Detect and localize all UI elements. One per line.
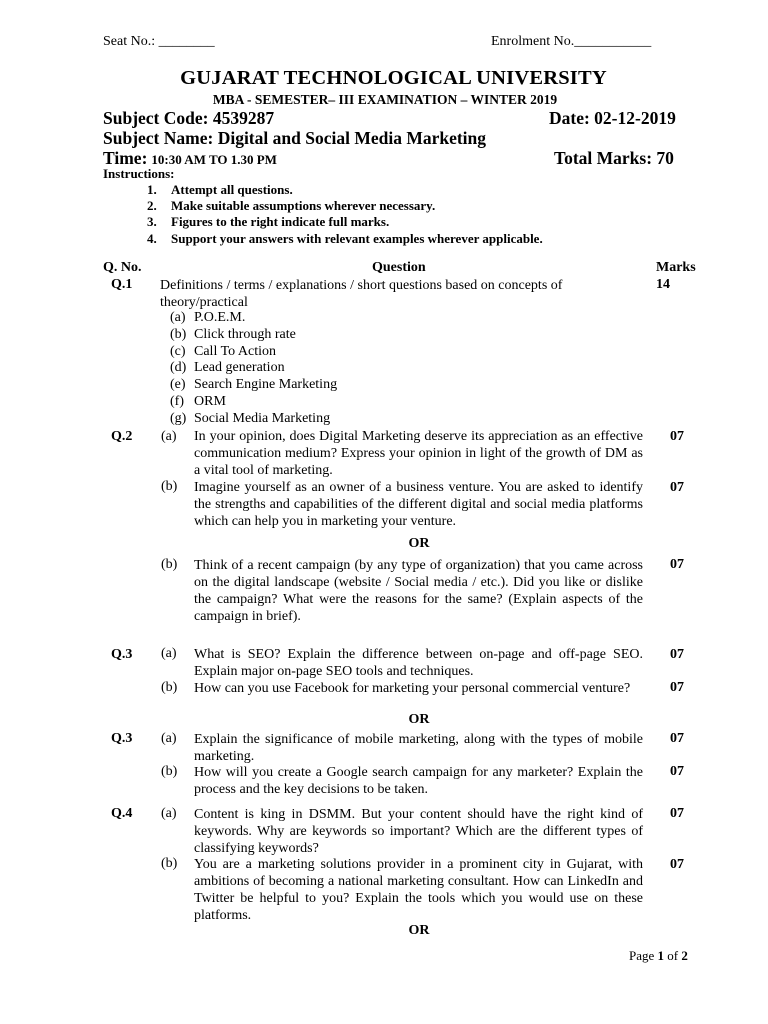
total-marks: Total Marks: 70 bbox=[554, 148, 674, 168]
q3a-alt-text: Explain the significance of mobile marketing, along with the types of mobile marketing. bbox=[194, 732, 643, 764]
instructions-title: Instructions: bbox=[103, 166, 175, 181]
enrolment-number: Enrolment No.___________ bbox=[491, 34, 652, 49]
q4-number: Q.4 bbox=[111, 806, 133, 821]
q2-or: OR bbox=[408, 536, 430, 551]
q3-alt-number: Q.3 bbox=[111, 731, 133, 746]
q2a-label: (a) bbox=[161, 429, 177, 444]
q1-subitem: (e) Search Engine Marketing bbox=[170, 377, 338, 393]
q2b-text: Imagine yourself as an owner of a business venture. You are asked to identify the strengths and capabilities of the different digital and social media platforms which can help you in marketing your venture. bbox=[194, 480, 643, 529]
q2a-text: In your opinion, does Digital Marketing deserve its appreciation as an effective communication medium? Express your opinion in light of the growth of DM as a vital tool of marketing. bbox=[194, 429, 643, 478]
q3b-alt-marks: 07 bbox=[670, 764, 684, 779]
q3a-label: (a) bbox=[161, 646, 177, 661]
q3b-alt-text: How will you create a Google search campaign for any marketer? Explain the process and the key decisions to be taken. bbox=[194, 765, 643, 797]
q1-subitem: (c) Call To Action bbox=[170, 343, 276, 359]
q2b-alt-marks: 07 bbox=[670, 557, 684, 572]
q2b-alt-text: Think of a recent campaign (by any type of organization) that you came across on the digital landscape (website / Social media / etc.). Did you like or dislike the campaign? What were the reasons for the same? (Explain aspects of the campaign in brief). bbox=[194, 558, 643, 624]
q3b-alt-label: (b) bbox=[161, 764, 178, 779]
q4-or: OR bbox=[408, 923, 430, 938]
q3a-alt-marks: 07 bbox=[670, 731, 684, 746]
q1-subitem: (g) Social Media Marketing bbox=[170, 410, 331, 426]
instruction-item: 1. Attempt all questions. bbox=[147, 182, 293, 197]
instructions-list bbox=[147, 182, 543, 247]
instruction-item: 2. Make suitable assumptions wherever necessary. bbox=[147, 198, 436, 214]
q3b-text: How can you use Facebook for marketing your personal commercial venture? bbox=[194, 681, 631, 696]
q2a-marks: 07 bbox=[670, 429, 684, 444]
q4a-text: Content is king in DSMM. But your content should have the right kind of keywords. Why are keywords so important? Which are the different types of classifying keywords? bbox=[194, 807, 643, 856]
subject-name: Subject Name: Digital and Social Media Marketing bbox=[103, 128, 487, 148]
q3-or: OR bbox=[408, 712, 430, 727]
q4b-marks: 07 bbox=[670, 857, 684, 872]
university-title: GUJARAT TECHNOLOGICAL UNIVERSITY bbox=[180, 67, 607, 89]
q4a-marks: 07 bbox=[670, 806, 684, 821]
q3a-marks: 07 bbox=[670, 647, 684, 662]
q2b-label: (b) bbox=[161, 479, 178, 494]
q1-text-line2: theory/practical bbox=[160, 295, 248, 310]
instruction-item: 3. Figures to the right indicate full marks. bbox=[147, 214, 390, 230]
exam-date: Date: 02-12-2019 bbox=[549, 108, 676, 128]
q1-subitem: (d) Lead generation bbox=[170, 360, 285, 376]
q2b-alt-label: (b) bbox=[161, 557, 178, 572]
q1-text-line1: Definitions / terms / explanations / short questions based on concepts of bbox=[160, 278, 563, 293]
q1-subitem: (f) ORM bbox=[170, 393, 226, 409]
q4b-label: (b) bbox=[161, 856, 178, 871]
q2b-marks: 07 bbox=[670, 480, 684, 495]
q3a-alt-label: (a) bbox=[161, 731, 177, 746]
exam-title: MBA - SEMESTER– III EXAMINATION – WINTER 2019 bbox=[212, 92, 558, 107]
qno-header: Q. No. bbox=[103, 260, 142, 275]
seat-number: Seat No.: ________ bbox=[103, 34, 215, 49]
q4a-label: (a) bbox=[161, 806, 177, 821]
q2-number: Q.2 bbox=[111, 429, 133, 444]
q3-number: Q.3 bbox=[111, 647, 133, 662]
q1-subitems bbox=[170, 310, 337, 428]
marks-header: Marks bbox=[656, 260, 696, 275]
q1-subitem: (b) Click through rate bbox=[170, 326, 296, 342]
question-header: Question bbox=[372, 260, 426, 275]
instruction-item: 4. Support your answers with relevant examples wherever applicable. bbox=[147, 230, 543, 246]
q1-marks: 14 bbox=[656, 277, 670, 292]
q3b-marks: 07 bbox=[670, 680, 684, 695]
q1-subitem: (a) P.O.E.M. bbox=[170, 310, 246, 325]
page-number: Page 1 of 2 bbox=[629, 948, 688, 963]
subject-code: Subject Code: 4539287 bbox=[103, 108, 275, 128]
q3a-text: What is SEO? Explain the difference between on-page and off-page SEO. Explain major on-page SEO tools and techniques. bbox=[194, 647, 643, 679]
q1-number: Q.1 bbox=[111, 277, 133, 292]
time-value: 10:30 AM TO 1.30 PM bbox=[151, 152, 277, 167]
q3b-label: (b) bbox=[161, 680, 178, 695]
q4b-text: You are a marketing solutions provider in a prominent city in Gujarat, with ambitions of becoming a national marketing consultant. How can LinkedIn and Twitter be helpful to you? Explain the tools which you would use on these platforms. bbox=[194, 857, 643, 923]
time-label: Time: bbox=[103, 148, 148, 168]
